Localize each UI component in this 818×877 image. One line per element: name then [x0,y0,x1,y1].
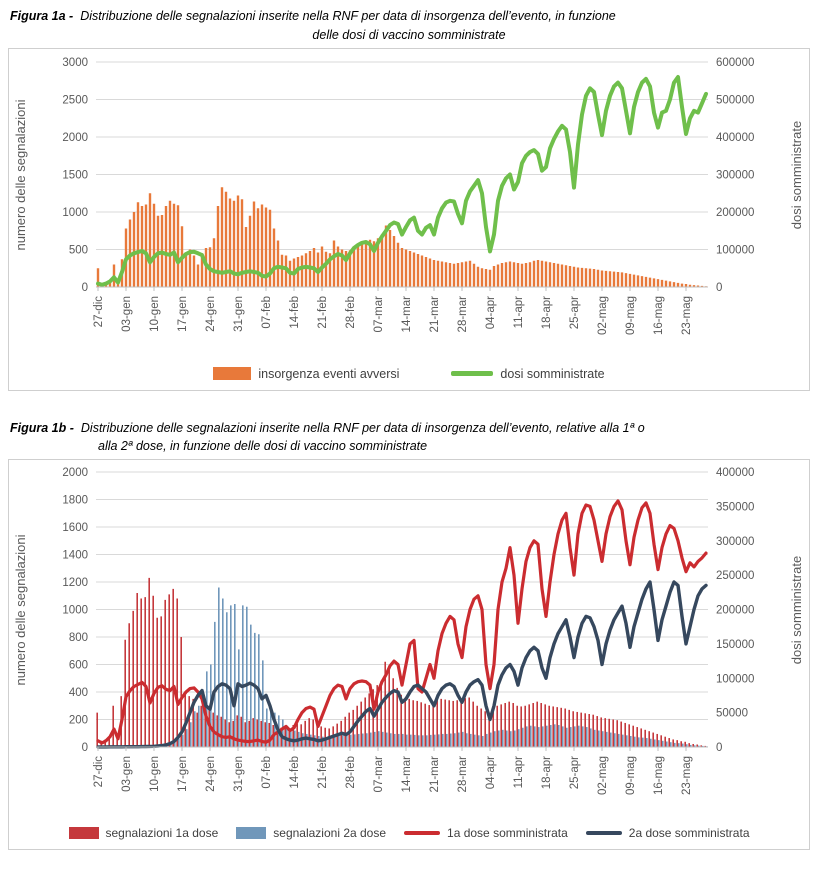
svg-text:23-mag: 23-mag [681,295,693,335]
line-swatch-2a-dose-somministrata [586,831,622,835]
x-axis-tick-labels [93,287,693,335]
svg-text:2500: 2500 [62,94,88,106]
left-axis-title: numero delle segnalazioni [13,98,28,251]
svg-text:03-gen: 03-gen [121,756,133,792]
svg-text:16-mag: 16-mag [653,756,665,795]
chart-1a-container [8,48,810,391]
svg-text:14-mar: 14-mar [401,295,413,332]
svg-text:14-feb: 14-feb [289,756,301,789]
svg-text:04-apr: 04-apr [485,756,497,790]
svg-text:1600: 1600 [62,522,88,534]
svg-text:24-gen: 24-gen [205,295,217,332]
svg-text:0: 0 [716,281,723,294]
gridlines [96,62,708,250]
svg-text:1200: 1200 [62,577,88,589]
legend-label-segnalazioni-2a-dose: segnalazioni 2a dose [273,826,387,840]
svg-text:0: 0 [81,742,88,754]
svg-text:28-feb: 28-feb [345,295,357,329]
figure-1a-caption-line2: delle dosi di vaccino somministrate [312,27,506,42]
svg-text:09-mag: 09-mag [625,295,637,335]
svg-text:250000: 250000 [716,570,755,583]
svg-text:27-dic: 27-dic [93,295,105,327]
figure-1a-title [10,7,808,45]
svg-text:04-apr: 04-apr [485,295,497,329]
legend-label-1a-dose-somministrata: 1a dose somministrata [447,826,568,840]
svg-text:27-dic: 27-dic [93,756,105,788]
bar-swatch-insorgenza-eventi-avversi [213,367,251,380]
svg-text:25-apr: 25-apr [569,295,581,329]
svg-text:500000: 500000 [716,94,755,106]
svg-text:14-feb: 14-feb [289,295,301,329]
legend-item-segnalazioni-2a-dose [236,826,386,840]
svg-text:03-gen: 03-gen [121,295,133,332]
svg-text:2000: 2000 [62,131,88,144]
svg-text:24-gen: 24-gen [205,756,217,792]
svg-text:28-mar: 28-mar [457,295,469,332]
right-axis-title: dosi somministrate [789,555,804,665]
svg-text:10-gen: 10-gen [149,295,161,332]
chart-1b-container [8,459,810,850]
line-swatch-1a-dose-somministrata [404,831,440,835]
svg-text:02-mag: 02-mag [597,295,609,335]
figure-1a-label: Figura 1a - [10,9,74,23]
svg-text:21-feb: 21-feb [317,295,329,329]
svg-text:500: 500 [68,244,88,256]
svg-text:17-gen: 17-gen [177,295,189,332]
right-axis-title: dosi somministrate [789,120,804,229]
chart-1a-svg [9,49,809,337]
svg-text:14-mar: 14-mar [401,756,413,793]
svg-text:50000: 50000 [716,707,748,720]
legend-label-dosi-somministrate: dosi somministrate [500,366,605,381]
bars-insorgenza-eventi-avversi [97,187,707,287]
figure-1b-label: Figura 1b - [10,420,74,435]
svg-text:400000: 400000 [716,467,755,479]
legend-item-1a-dose-somministrata [404,826,568,840]
right-axis-tick-labels [716,467,754,754]
legend-label-segnalazioni-1a-dose: segnalazioni 1a dose [105,826,219,840]
legend-item-segnalazioni-1a-dose [69,826,219,840]
svg-text:1000: 1000 [62,206,88,219]
svg-text:100000: 100000 [716,673,755,686]
svg-text:300000: 300000 [716,169,755,181]
svg-text:28-mar: 28-mar [457,756,469,793]
svg-text:400000: 400000 [716,131,755,144]
svg-text:21-mar: 21-mar [429,295,441,332]
left-axis-tick-labels [62,57,88,294]
legend-item-insorgenza-eventi-avversi [213,367,399,381]
svg-text:400: 400 [68,687,88,699]
figure-1a-caption-line1: Distribuzione delle segnalazioni inserite nella RNF per data di insorgenza dell’evento, in funzione [80,9,616,23]
svg-text:0: 0 [81,281,88,294]
svg-text:31-gen: 31-gen [233,756,245,792]
legend-label-2a-dose-somministrata: 2a dose somministrata [628,826,750,840]
legend-label-insorgenza-eventi-avversi: insorgenza eventi avversi [258,366,400,381]
svg-text:17-gen: 17-gen [177,756,189,792]
line-swatch-dosi-somministrate [451,371,493,376]
bar-swatch-segnalazioni-2a-dose [236,827,266,839]
svg-text:02-mag: 02-mag [597,756,609,795]
svg-text:0: 0 [716,742,723,754]
svg-text:11-apr: 11-apr [513,295,525,328]
svg-text:300000: 300000 [716,535,755,548]
figure-1b-title [10,419,808,457]
svg-text:18-apr: 18-apr [541,295,553,329]
svg-text:18-apr: 18-apr [541,756,553,790]
svg-text:07-mar: 07-mar [373,295,385,332]
svg-text:350000: 350000 [716,501,755,514]
x-axis-tick-labels [93,747,693,795]
svg-text:10-gen: 10-gen [149,756,161,792]
svg-text:21-mar: 21-mar [429,756,441,793]
svg-text:11-apr: 11-apr [513,756,525,789]
left-axis-title: numero delle segnalazioni [13,534,28,686]
right-axis-tick-labels [716,57,754,294]
bar-swatch-segnalazioni-1a-dose [69,827,99,839]
svg-text:07-mar: 07-mar [373,756,385,793]
svg-text:16-mag: 16-mag [653,295,665,335]
svg-text:1500: 1500 [62,169,88,181]
svg-text:09-mag: 09-mag [625,756,637,795]
legend-item-2a-dose-somministrata [586,826,750,840]
svg-text:07-feb: 07-feb [261,295,273,329]
svg-text:1800: 1800 [62,494,88,507]
svg-text:25-apr: 25-apr [569,756,581,790]
chart-1b-svg [9,460,809,796]
figure-1b-caption-line2: alla 2ª dose, in funzione delle dosi di vaccino somministrate [98,439,428,454]
chart-1a-legend [9,367,809,381]
svg-text:600: 600 [68,659,88,672]
svg-text:150000: 150000 [716,638,755,651]
svg-text:1400: 1400 [62,549,88,562]
figure-1b-caption-line1: Distribuzione delle segnalazioni inserite nella RNF per data di insorgenza dell’evento, relative alla 1ª o [80,420,645,435]
svg-text:200: 200 [68,714,88,727]
chart-1b-legend [9,826,809,840]
svg-text:3000: 3000 [62,56,88,69]
svg-text:200000: 200000 [716,206,755,219]
svg-text:600000: 600000 [716,56,755,69]
left-axis-tick-labels [62,467,88,754]
svg-text:07-feb: 07-feb [261,756,273,789]
svg-text:2000: 2000 [62,467,88,479]
svg-text:200000: 200000 [716,604,755,617]
legend-item-dosi-somministrate [451,367,604,381]
svg-text:21-feb: 21-feb [317,756,329,789]
svg-text:100000: 100000 [716,244,755,256]
svg-text:28-feb: 28-feb [345,756,357,789]
svg-text:800: 800 [68,632,88,644]
svg-text:23-mag: 23-mag [681,756,693,795]
svg-text:31-gen: 31-gen [233,295,245,332]
svg-text:1000: 1000 [62,604,88,617]
